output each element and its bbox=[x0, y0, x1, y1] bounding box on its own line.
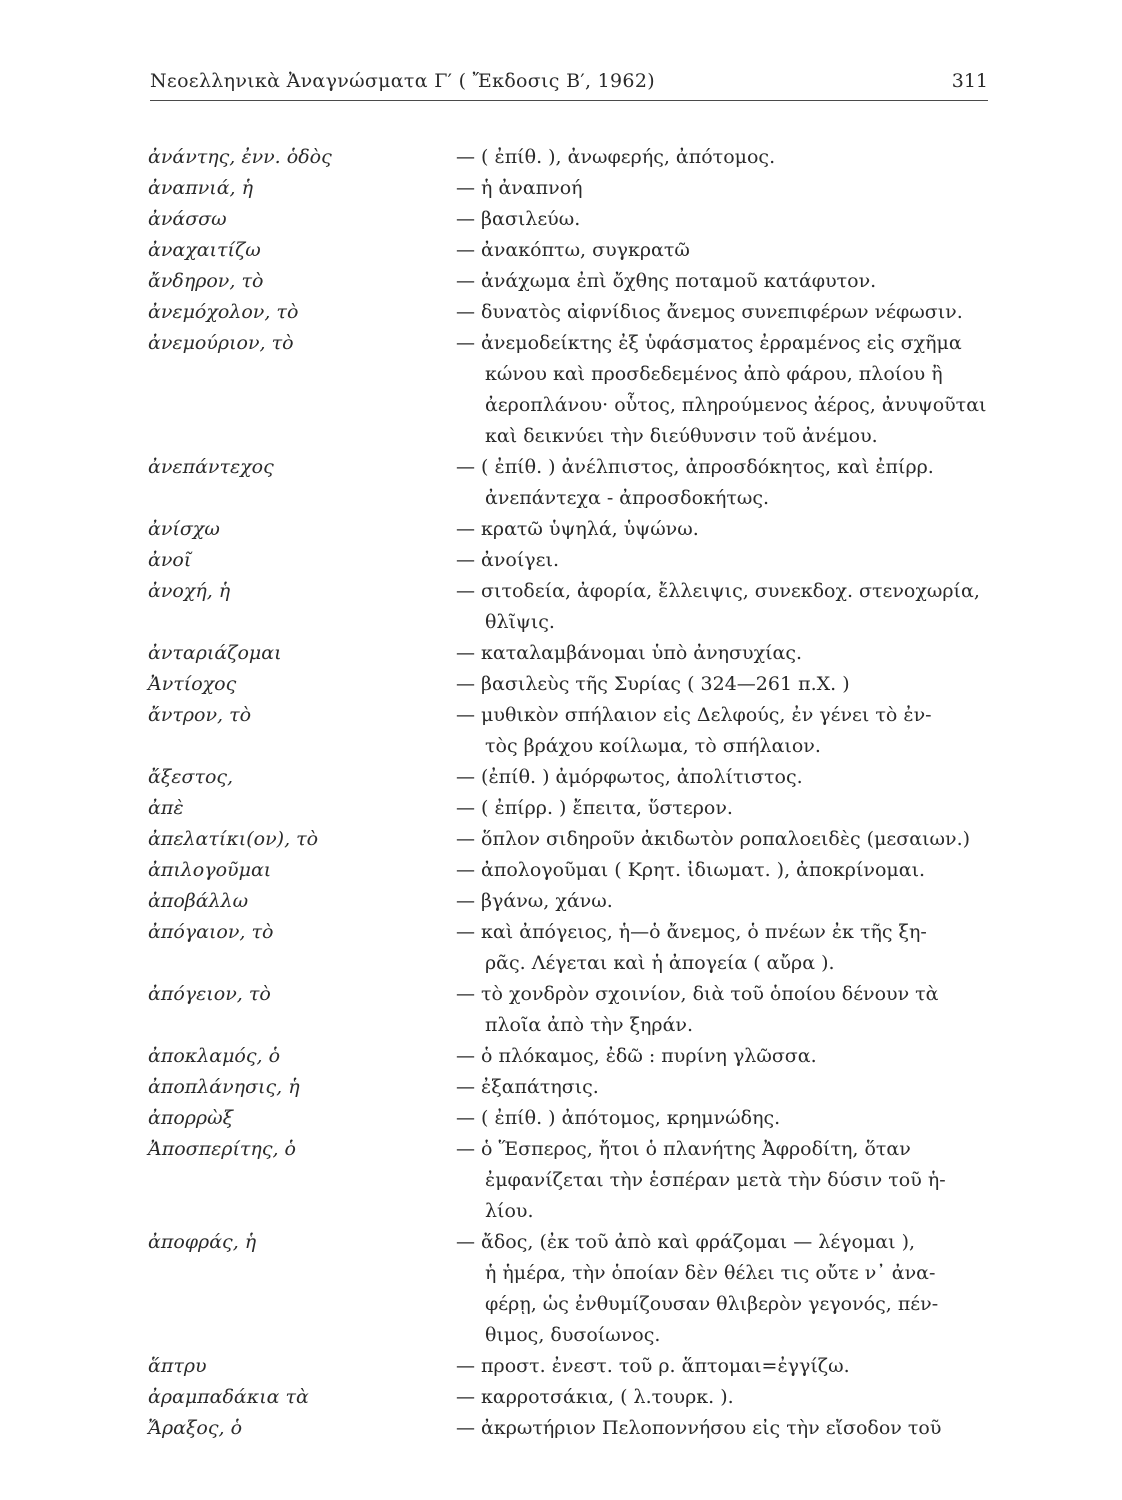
glossary-term: ἄντρον, τὸ bbox=[148, 704, 252, 726]
glossary-definition bbox=[456, 297, 996, 328]
glossary-definition bbox=[456, 824, 996, 855]
glossary-definition bbox=[456, 1072, 996, 1103]
glossary-term: ἀπόγαιον, τὸ bbox=[148, 921, 274, 943]
glossary-definition bbox=[456, 1351, 996, 1382]
glossary-definition bbox=[456, 235, 996, 266]
definition-line: — ἡ ἀναπνοή bbox=[456, 177, 583, 199]
definition-line: — βασιλεὺς τῆς Συρίας ( 324—261 π.Χ. ) bbox=[456, 673, 850, 695]
glossary-term: ἄξεστος, bbox=[148, 766, 234, 788]
glossary-entry bbox=[148, 1413, 998, 1444]
glossary-entry bbox=[148, 328, 998, 452]
definition-line: — ὅπλον σιδηροῦν ἀκιδωτὸν ροπαλοειδὲς (μεσαιων.) bbox=[456, 828, 971, 850]
glossary-definition bbox=[456, 855, 996, 886]
glossary-definition bbox=[456, 979, 996, 1041]
definition-line: — ( ἐπίθ. ) ἀπότομος, κρημνώδης. bbox=[456, 1107, 781, 1129]
glossary-term: Ἀντίοχος bbox=[148, 673, 237, 695]
definition-line: — βγάνω, χάνω. bbox=[456, 890, 613, 912]
glossary-term: ἀνεπάντεχος bbox=[148, 456, 274, 478]
glossary-definition bbox=[456, 1103, 996, 1134]
glossary-definition bbox=[456, 142, 996, 173]
definition-line: τὸς βράχου κοίλωμα, τὸ σπήλαιον. bbox=[485, 735, 821, 757]
glossary-term: ἀνίσχω bbox=[148, 518, 220, 540]
glossary-term: ἀνάντης, ἐνν. ὁδὸς bbox=[148, 146, 332, 168]
glossary-definition bbox=[456, 762, 996, 793]
definition-line: — κρατῶ ὑψηλά, ὑψώνω. bbox=[456, 518, 699, 540]
glossary-term: ἅπτρυ bbox=[148, 1355, 207, 1377]
glossary-term: ἀνεμούριον, τὸ bbox=[148, 332, 294, 354]
glossary-term: ἀνάσσω bbox=[148, 208, 227, 230]
glossary-entry bbox=[148, 669, 998, 700]
page-header bbox=[150, 70, 988, 104]
glossary-entry bbox=[148, 173, 998, 204]
glossary-entry bbox=[148, 266, 998, 297]
definition-line: — ἀκρωτήριον Πελοποννήσου εἰς τὴν εἴσοδον τοῦ bbox=[456, 1417, 942, 1439]
glossary-entry bbox=[148, 886, 998, 917]
glossary-term: Ἀποσπερίτης, ὁ bbox=[148, 1138, 296, 1160]
definition-line: κώνου καὶ προσδεδεμένος ἀπὸ φάρου, πλοίου ἢ bbox=[485, 363, 943, 385]
definition-line: καὶ δεικνύει τὴν διεύθυνσιν τοῦ ἀνέμου. bbox=[485, 425, 878, 447]
glossary-term: ἀπὲ bbox=[148, 797, 184, 819]
glossary-term: Ἄραξος, ὁ bbox=[148, 1417, 243, 1439]
definition-line: — καὶ ἀπόγειος, ἡ—ὁ ἄνεμος, ὁ πνέων ἐκ τῆς ξη- bbox=[456, 921, 927, 943]
definition-line: — ἀνοίγει. bbox=[456, 549, 559, 571]
glossary-entry bbox=[148, 855, 998, 886]
glossary-term: ἀραμπαδάκια τὰ bbox=[148, 1386, 309, 1408]
glossary-definition bbox=[456, 1134, 996, 1227]
glossary-definition bbox=[456, 700, 996, 762]
glossary-definition bbox=[456, 576, 996, 638]
glossary-term: ἀναπνιά, ἡ bbox=[148, 177, 253, 199]
glossary-entry bbox=[148, 1351, 998, 1382]
definition-line: — τὸ χονδρὸν σχοινίον, διὰ τοῦ ὁποίου δένουν τὰ bbox=[456, 983, 939, 1005]
glossary-entry bbox=[148, 297, 998, 328]
glossary-term: ἄνδηρον, τὸ bbox=[148, 270, 264, 292]
definition-line: — ἀνακόπτω, συγκρατῶ bbox=[456, 239, 690, 261]
definition-line: — ἐξαπάτησις. bbox=[456, 1076, 599, 1098]
glossary-entry bbox=[148, 1103, 998, 1134]
definition-line: — ( ἐπίθ. ) ἀνέλπιστος, ἀπροσδόκητος, καὶ ἐπίρρ. bbox=[456, 456, 934, 478]
glossary-entry bbox=[148, 452, 998, 514]
glossary-term: ἀποβάλλω bbox=[148, 890, 249, 912]
glossary-entry bbox=[148, 235, 998, 266]
header-rule bbox=[150, 100, 988, 101]
glossary-entry bbox=[148, 1227, 998, 1351]
definition-line: ρᾶς. Λέγεται καὶ ἡ ἀπογεία ( αὔρα ). bbox=[485, 952, 835, 974]
definition-line: — σιτοδεία, ἀφορία, ἔλλειψις, συνεκδοχ. στενοχωρία, bbox=[456, 580, 980, 602]
glossary-list bbox=[148, 142, 998, 1444]
glossary-term: ἀπόγειον, τὸ bbox=[148, 983, 271, 1005]
glossary-entry bbox=[148, 1134, 998, 1227]
glossary-definition bbox=[456, 669, 996, 700]
definition-line: — καρροτσάκια, ( λ.τουρκ. ). bbox=[456, 1386, 734, 1408]
page-number: 311 bbox=[951, 70, 988, 92]
glossary-definition bbox=[456, 173, 996, 204]
glossary-entry bbox=[148, 1041, 998, 1072]
glossary-definition bbox=[456, 266, 996, 297]
definition-line: — προστ. ἐνεστ. τοῦ ρ. ἅπτομαι=ἐγγίζω. bbox=[456, 1355, 850, 1377]
glossary-definition bbox=[456, 204, 996, 235]
glossary-definition bbox=[456, 917, 996, 979]
definition-line: — ἀπολογοῦμαι ( Κρητ. ἰδιωματ. ), ἀποκρίνομαι. bbox=[456, 859, 926, 881]
definition-line: — ( ἐπίθ. ), ἀνωφερής, ἀπότομος. bbox=[456, 146, 776, 168]
glossary-entry bbox=[148, 204, 998, 235]
glossary-entry bbox=[148, 576, 998, 638]
definition-line: ἐμφανίζεται τὴν ἑσπέραν μετὰ τὴν δύσιν τοῦ ἡ- bbox=[485, 1169, 946, 1191]
definition-line: — μυθικὸν σπήλαιον εἰς Δελφούς, ἐν γένει τὸ ἐν- bbox=[456, 704, 932, 726]
glossary-entry bbox=[148, 514, 998, 545]
glossary-term: ἀνταριάζομαι bbox=[148, 642, 282, 664]
glossary-entry bbox=[148, 1382, 998, 1413]
glossary-definition bbox=[456, 1413, 996, 1444]
definition-line: — δυνατὸς αἰφνίδιος ἄνεμος συνεπιφέρων νέφωσιν. bbox=[456, 301, 963, 323]
glossary-term: ἀποφράς, ἡ bbox=[148, 1231, 257, 1253]
glossary-term: ἀπιλογοῦμαι bbox=[148, 859, 272, 881]
definition-line: φέρῃ, ὡς ἐνθυμίζουσαν θλιβερὸν γεγονός, πέν- bbox=[485, 1293, 939, 1315]
glossary-entry bbox=[148, 824, 998, 855]
definition-line: ἀεροπλάνου· οὗτος, πληρούμενος ἀέρος, ἀνυψοῦται bbox=[485, 394, 987, 416]
definition-line: ἡ ἡμέρα, τὴν ὁποίαν δὲν θέλει τις οὔτε ν᾽ ἀνα- bbox=[485, 1262, 936, 1284]
glossary-entry bbox=[148, 917, 998, 979]
definition-line: — ἄδος, (ἐκ τοῦ ἀπὸ καὶ φράζομαι — λέγομαι ), bbox=[456, 1231, 916, 1253]
glossary-term: ἀνοῖ bbox=[148, 549, 192, 571]
glossary-entry bbox=[148, 793, 998, 824]
glossary-term: ἀποκλαμός, ὁ bbox=[148, 1045, 281, 1067]
definition-line: ἀνεπάντεχα - ἀπροσδοκήτως. bbox=[485, 487, 770, 509]
definition-line: — καταλαμβάνομαι ὑπὸ ἀνησυχίας. bbox=[456, 642, 803, 664]
definition-line: — ὁ πλόκαμος, ἐδῶ : πυρίνη γλῶσσα. bbox=[456, 1045, 817, 1067]
glossary-definition bbox=[456, 328, 996, 452]
glossary-definition bbox=[456, 514, 996, 545]
definition-line: λίου. bbox=[485, 1200, 534, 1222]
definition-line: θιμος, δυσοίωνος. bbox=[485, 1324, 661, 1346]
definition-line: — (ἐπίθ. ) ἀμόρφωτος, ἀπολίτιστος. bbox=[456, 766, 803, 788]
glossary-definition bbox=[456, 793, 996, 824]
glossary-definition bbox=[456, 545, 996, 576]
definition-line: — ἀνεμοδείκτης ἐξ ὑφάσματος ἐρραμένος εἰς σχῆμα bbox=[456, 332, 962, 354]
definition-line: — ( ἐπίρρ. ) ἔπειτα, ὕστερον. bbox=[456, 797, 733, 819]
glossary-entry bbox=[148, 638, 998, 669]
definition-line: — βασιλεύω. bbox=[456, 208, 581, 230]
definition-line: — ὁ Ἕσπερος, ἤτοι ὁ πλανήτης Ἀφροδίτη, ὅταν bbox=[456, 1138, 911, 1160]
glossary-entry bbox=[148, 979, 998, 1041]
glossary-term: ἀπελατίκι(ον), τὸ bbox=[148, 828, 319, 850]
glossary-entry bbox=[148, 762, 998, 793]
glossary-definition bbox=[456, 1041, 996, 1072]
glossary-term: ἀποπλάνησις, ἡ bbox=[148, 1076, 300, 1098]
glossary-entry bbox=[148, 142, 998, 173]
glossary-entry bbox=[148, 700, 998, 762]
running-title: Νεοελληνικὰ Ἀναγνώσματα Γ′ ( Ἔκδοσις Β′, 1962) bbox=[150, 70, 655, 92]
glossary-definition bbox=[456, 1382, 996, 1413]
glossary-definition bbox=[456, 638, 996, 669]
definition-line: — ἀνάχωμα ἐπὶ ὄχθης ποταμοῦ κατάφυτον. bbox=[456, 270, 877, 292]
glossary-definition bbox=[456, 886, 996, 917]
definition-line: πλοῖα ἀπὸ τὴν ξηράν. bbox=[485, 1014, 694, 1036]
glossary-term: ἀνεμόχολον, τὸ bbox=[148, 301, 299, 323]
glossary-term: ἀνοχή, ἡ bbox=[148, 580, 231, 602]
glossary-definition bbox=[456, 1227, 996, 1351]
glossary-term: ἀπορρὼξ bbox=[148, 1107, 234, 1129]
glossary-term: ἀναχαιτίζω bbox=[148, 239, 261, 261]
glossary-entry bbox=[148, 1072, 998, 1103]
glossary-definition bbox=[456, 452, 996, 514]
glossary-entry bbox=[148, 545, 998, 576]
definition-line: θλῖψις. bbox=[485, 611, 555, 633]
